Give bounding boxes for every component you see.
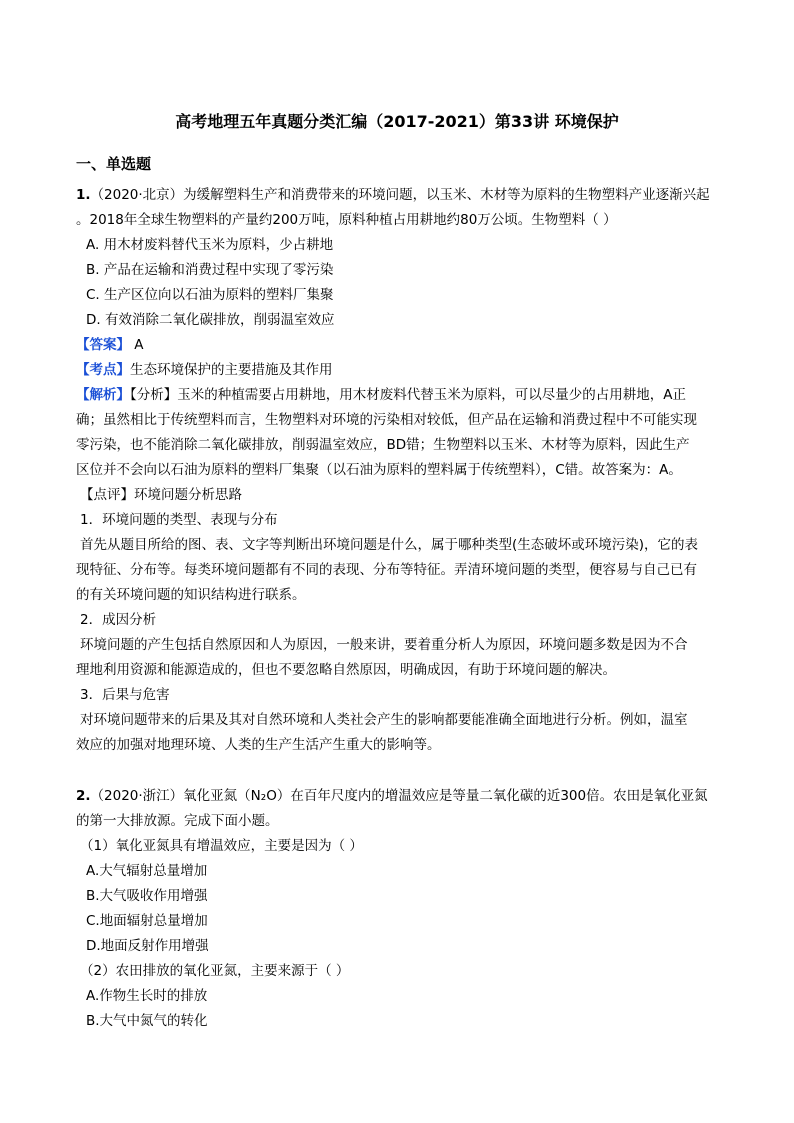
comment-3-line-2: 效应的加强对地理环境、人类的生产生活产生重大的影响等。	[76, 737, 441, 753]
q2-sub2-option-a: A.作物生长时的排放	[86, 988, 208, 1004]
point-tag: 【考点】	[76, 362, 130, 378]
q2-stem-line-1	[76, 787, 726, 805]
comment-1-line-2: 现特征、分布等。每类环境问题都有不同的表现、分布等特征。弄清环境问题的类型，便容易与自己已有	[76, 562, 697, 578]
analysis-tag: 【解析】	[76, 387, 130, 403]
q2-number: 2.	[76, 788, 91, 804]
q2-sub1-option-c: C.地面辐射总量增加	[86, 913, 208, 929]
point-text: 生态环境保护的主要措施及其作用	[130, 362, 333, 378]
q1-stem-line-2: 。2018年全球生物塑料的产量约200万吨，原料种植占用耕地约80万公顷。生物塑料（ ）	[76, 212, 617, 228]
q1-analysis-line-1	[76, 386, 726, 404]
q1-option-a: A. 用木材废料替代玉米为原料，少占耕地	[86, 237, 334, 253]
analysis-text-1: 【分析】玉米的种植需要占用耕地，用木材废料代替玉米为原料，可以尽量少的占用耕地，A正	[130, 387, 686, 403]
q2-stem-line-2: 的第一大排放源。完成下面小题。	[76, 813, 279, 829]
comment-3-line-1: 对环境问题带来的后果及其对自然环境和人类社会产生的影响都要能准确全面地进行分析。例如，温室	[80, 712, 688, 728]
q1-analysis-line-3: 零污染，也不能消除二氧化碳排放，削弱温室效应，BD错；生物塑料以玉米、木材等为原料，因此生产	[76, 437, 690, 453]
comment-2-line-2: 理地利用资源和能源造成的，但也不要忽略自然原因，明确成因，有助于环境问题的解决。	[76, 662, 616, 678]
comment-2-title: 2．成因分析	[80, 612, 157, 628]
page-title: 高考地理五年真题分类汇编（2017-2021）第33讲 环境保护	[175, 112, 619, 131]
comment-2-line-1: 环境问题的产生包括自然原因和人为原因，一般来讲，要着重分析人为原因，环境问题多数是因为不合	[80, 637, 688, 653]
q1-number: 1.	[76, 187, 91, 203]
q1-option-b: B. 产品在运输和消费过程中实现了零污染	[86, 262, 334, 278]
q2-sub1-option-a: A.大气辐射总量增加	[86, 863, 208, 879]
q1-option-c: C. 生产区位向以石油为原料的塑料厂集聚	[86, 287, 334, 303]
q2-sub2-stem: （2）农田排放的氧化亚氮，主要来源于（ ）	[80, 963, 350, 979]
q2-stem-text-1: （2020·浙江）氧化亚氮（N₂O）在百年尺度内的增温效应是等量二氧化碳的近300倍。农田是氧化亚氮	[90, 788, 708, 804]
q1-stem-line-1	[76, 186, 726, 204]
comment-1-line-1: 首先从题目所给的图、表、文字等判断出环境问题是什么，属于哪种类型(生态破坏或环境污染)，它的表	[80, 537, 699, 553]
answer-tag: 【答案】	[76, 337, 130, 353]
q1-comment-title: 【点评】环境问题分析思路	[80, 487, 242, 503]
q1-analysis-line-2: 确；虽然相比于传统塑料而言，生物塑料对环境的污染相对较低，但产品在运输和消费过程中不可能实现	[76, 412, 697, 428]
comment-3-title: 3．后果与危害	[80, 687, 170, 703]
q1-stem-text-1: （2020·北京）为缓解塑料生产和消费带来的环境问题，以玉米、木材等为原料的生物塑料产业逐渐兴起	[90, 187, 710, 203]
q2-sub1-option-b: B.大气吸收作用增强	[86, 888, 208, 904]
section-heading: 一、单选题	[76, 155, 152, 173]
q1-analysis-line-4: 区位并不会向以石油为原料的塑料厂集聚（以石油为原料的塑料属于传统塑料），C错。故答案为：A。	[76, 462, 682, 478]
q1-answer	[76, 336, 726, 354]
q2-sub1-option-d: D.地面反射作用增强	[86, 938, 209, 954]
q2-sub1-stem: （1）氧化亚氮具有增温效应，主要是因为（ ）	[80, 838, 363, 854]
answer-value: A	[130, 337, 144, 353]
comment-1-line-3: 的有关环境问题的知识结构进行联系。	[76, 587, 306, 603]
q1-option-d: D. 有效消除二氧化碳排放，削弱温室效应	[86, 312, 335, 328]
q2-sub2-option-b: B.大气中氮气的转化	[86, 1013, 208, 1029]
comment-1-title: 1．环境问题的类型、表现与分布	[80, 512, 278, 528]
q1-point	[76, 361, 726, 379]
